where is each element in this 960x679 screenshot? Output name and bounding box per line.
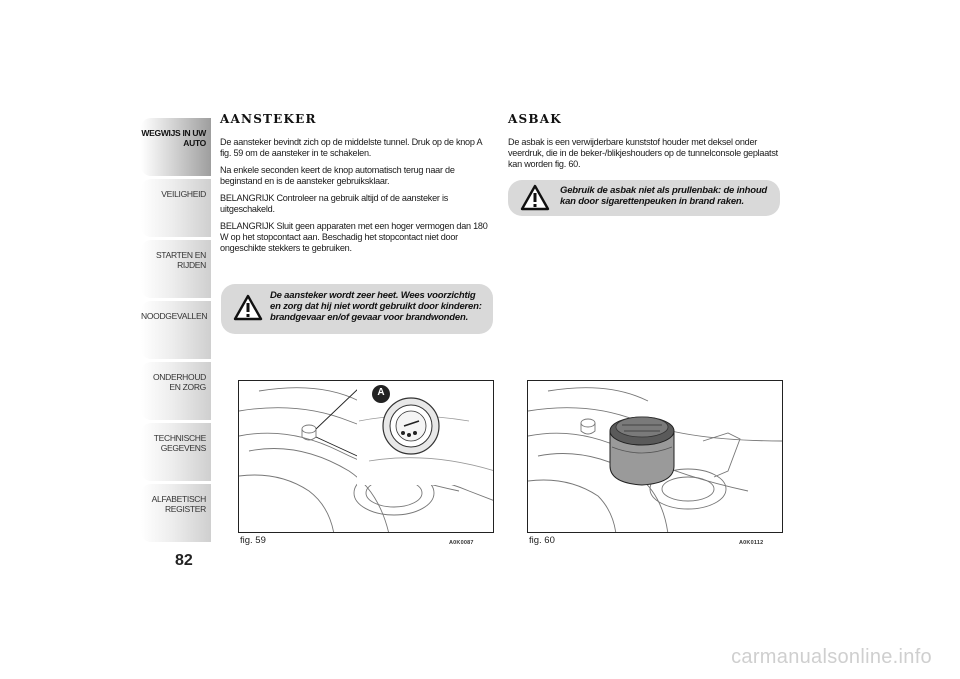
paragraph: De aansteker bevindt zich op de middelste tunnel. Druk op de knop A fig. 59 om de aansteker in te schakelen.	[220, 136, 482, 158]
figure-code: A0K0112	[739, 540, 764, 546]
figure-60-image	[527, 380, 783, 533]
section-aansteker	[220, 112, 498, 259]
tab-wegwijs-in-uw-auto[interactable]: WEGWIJS IN UW AUTO	[141, 118, 211, 176]
figure-caption: fig. 59	[240, 535, 266, 546]
ashtray-illustration	[528, 381, 783, 533]
warning-text: Gebruik de asbak niet als prullenbak: de inhoud kan door sigarettenpeuken in brand raken.	[560, 185, 768, 207]
cigarette-lighter-illustration	[239, 381, 494, 533]
tab-alfabetisch-register[interactable]: ALFABETISCH REGISTER	[141, 484, 211, 542]
tab-noodgevallen[interactable]: NOODGEVALLEN	[141, 301, 211, 359]
tab-onderhoud-en-zorg[interactable]: ONDERHOUD EN ZORG	[141, 362, 211, 420]
section-title: ASBAK	[508, 112, 562, 126]
warning-triangle-icon	[233, 294, 263, 321]
paragraph: De asbak is een verwijderbare kunststof houder met deksel onder veerdruk, die in de beker-/blikjeshouders op de tunnelconsole geplaatst kan worden fig. 60.	[508, 136, 778, 169]
figure-59-image	[238, 380, 494, 533]
warning-text: De aansteker wordt zeer heet. Wees voorzichtig en zorg dat hij niet wordt gebruikt door kinderen: brandgevaar en/of gevaar voor brandwonden.	[270, 290, 482, 323]
paragraph: Na enkele seconden keert de knop automatisch terug naar de beginstand en is de aansteker gebruiksklaar.	[220, 164, 455, 186]
figure-code: A0K0087	[449, 540, 474, 546]
section-title: AANSTEKER	[220, 112, 317, 126]
warning-triangle-icon	[520, 184, 550, 211]
callout-label: A	[377, 387, 385, 398]
watermark: carmanualsonline.info	[731, 646, 932, 668]
warning-box-aansteker	[221, 284, 493, 334]
tab-starten-en-rijden[interactable]: STARTEN EN RIJDEN	[141, 240, 211, 298]
paragraph: BELANGRIJK Sluit geen apparaten met een hoger vermogen dan 180 W op het stopcontact aan. Beschadig het stopcontact niet door ongeschikte stekkers te gebruiken.	[220, 220, 488, 253]
paragraph: BELANGRIJK Controleer na gebruik altijd of de aansteker is uitgeschakeld.	[220, 192, 449, 214]
tab-technische-gegevens[interactable]: TECHNISCHE GEGEVENS	[141, 423, 211, 481]
section-asbak	[508, 112, 793, 175]
tab-veiligheid[interactable]: VEILIGHEID	[141, 179, 211, 237]
page-number: 82	[175, 552, 193, 569]
warning-box-asbak	[508, 180, 780, 216]
figure-caption: fig. 60	[529, 535, 555, 546]
